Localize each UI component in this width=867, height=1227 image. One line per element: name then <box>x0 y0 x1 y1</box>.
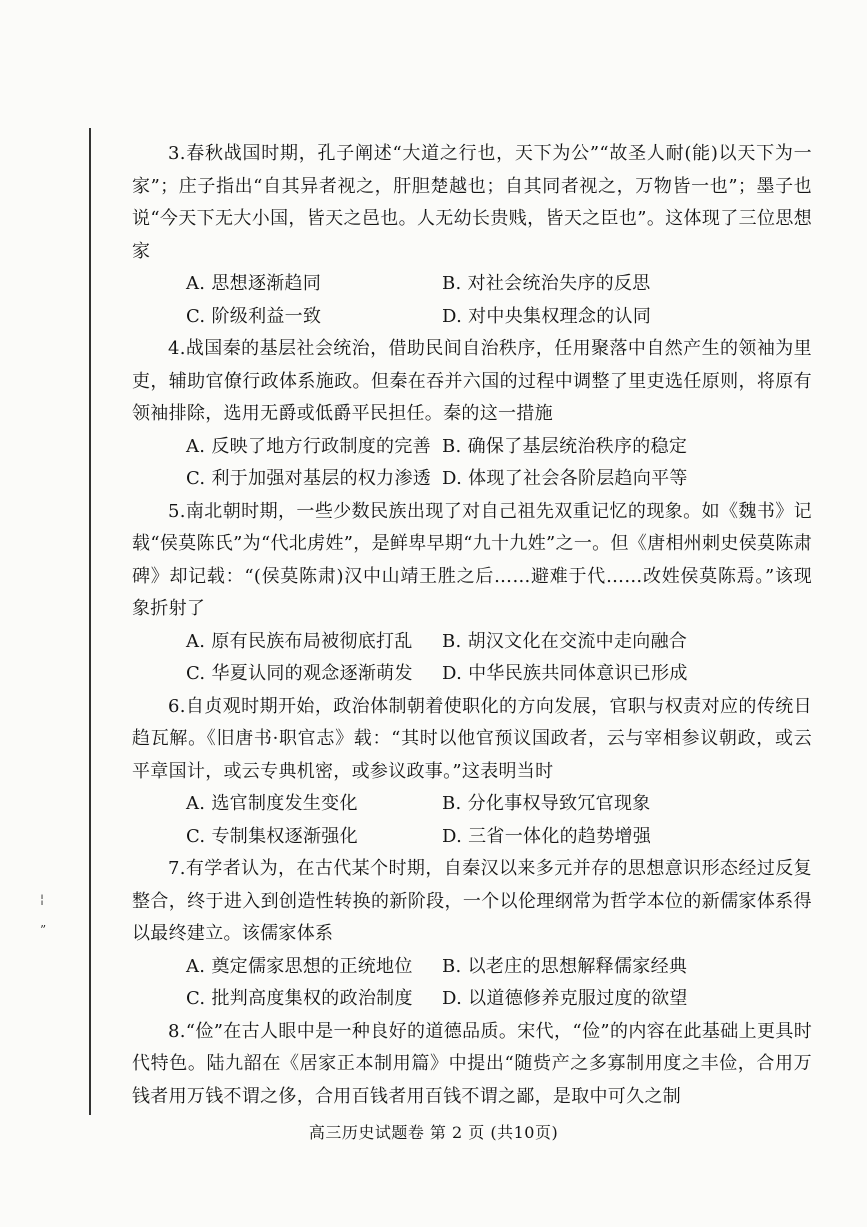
question-4 <box>132 333 812 496</box>
question-stem: 4.战国秦的基层社会统治，借助民间自治秩序，任用聚落中自然产生的领袖为里吏，辅助官僚行政体系施政。但秦在吞并六国的过程中调整了里吏选任原则，将原有领袖排除，选用无爵或低爵平民担任。秦的这一措施 <box>132 338 812 424</box>
question-6 <box>132 691 812 854</box>
option-d: D. 对中央集权理念的认同 <box>442 305 652 327</box>
question-stem: 5.南北朝时期，一些少数民族出现了对自己祖先双重记忆的现象。如《魏书》记载“侯莫陈氏”为“代北虏姓”，是鲜卑早期“九十九姓”之一。但《唐相州刺史侯莫陈肃碑》却记载：“(侯莫陈肃)汉中山靖王胜之后……避难于代……改姓侯莫陈焉。”该现象折射了 <box>132 500 812 619</box>
option-c: C. 专制集权逐渐强化 <box>186 825 358 847</box>
question-stem: 8.“俭”在古人眼中是一种良好的道德品质。宋代，“俭”的内容在此基础上更具时代特色。陆九韶在《居家正本制用篇》中提出“随赀产之多寡制用度之丰俭，合用万钱者用万钱不谓之侈，合用百钱者用百钱不谓之鄙，是取中可久之制 <box>132 1020 812 1107</box>
option-b: B. 确保了基层统治秩序的稳定 <box>442 435 688 457</box>
options-row <box>132 821 812 854</box>
option-d: D. 中华民族共同体意识已形成 <box>442 663 688 684</box>
margin-mark-1: ¦ <box>40 892 45 906</box>
page-footer: 高三历史试题卷 第 2 页 (共10页) <box>308 1123 559 1142</box>
binding-margin-line <box>89 128 91 1115</box>
options-row <box>132 301 812 334</box>
option-a: A. 选官制度发生变化 <box>186 793 358 814</box>
option-c: C. 阶级利益一致 <box>186 305 322 327</box>
margin-mark-2: ” <box>40 923 47 937</box>
question-stem: 7.有学者认为，在古代某个时期，自秦汉以来多元并存的思想意识形态经过反复整合，终于进入到创造性转换的新阶段，一个以伦理纲常为哲学本位的新儒家体系得以最终建立。该儒家体系 <box>132 858 812 944</box>
option-a: A. 奠定儒家思想的正统地位 <box>186 955 413 977</box>
question-5 <box>132 496 812 691</box>
option-c: C. 批判高度集权的政治制度 <box>186 988 413 1009</box>
option-d: D. 体现了社会各阶层趋向平等 <box>442 468 688 489</box>
options-row <box>132 658 812 691</box>
question-stem: 3.春秋战国时期，孔子阐述“大道之行也，天下为公”“故圣人耐(能)以天下为一家”；庄子指出“自其异者视之，肝胆楚越也；自其同者视之，万物皆一也”；墨子也说“今天下无大小国，皆天之邑也。人无幼长贵贱，皆天之臣也”。这体现了三位思想家 <box>132 143 812 262</box>
option-b: B. 对社会统治失序的反思 <box>442 273 651 294</box>
options-row <box>132 788 812 821</box>
exam-content <box>132 138 812 1113</box>
option-a: A. 原有民族布局被彻底打乱 <box>186 630 413 652</box>
option-d: D. 三省一体化的趋势增强 <box>442 825 652 847</box>
question-3 <box>132 138 812 333</box>
option-b: B. 分化事权导致冗官现象 <box>442 793 651 814</box>
options-row <box>132 463 812 496</box>
options-row <box>132 951 812 984</box>
options-row <box>132 268 812 301</box>
option-a: A. 思想逐渐趋同 <box>186 273 322 294</box>
options-row <box>132 626 812 659</box>
question-stem: 6.自贞观时期开始，政治体制朝着使职化的方向发展，官职与权责对应的传统日趋瓦解。《旧唐书·职官志》载：“其时以他官预议国政者，云与宰相参议朝政，或云平章国计，或云专典机密，或参议政事。”这表明当时 <box>132 695 812 782</box>
question-7 <box>132 853 812 1016</box>
option-b: B. 以老庄的思想解释儒家经典 <box>442 955 688 977</box>
option-a: A. 反映了地方行政制度的完善 <box>186 435 431 457</box>
option-b: B. 胡汉文化在交流中走向融合 <box>442 630 688 652</box>
question-8 <box>132 1016 812 1114</box>
option-c: C. 利于加强对基层的权力渗透 <box>186 468 432 489</box>
options-row <box>132 983 812 1016</box>
option-c: C. 华夏认同的观念逐渐萌发 <box>186 663 413 684</box>
options-row <box>132 431 812 464</box>
option-d: D. 以道德修养克服过度的欲望 <box>442 988 688 1009</box>
